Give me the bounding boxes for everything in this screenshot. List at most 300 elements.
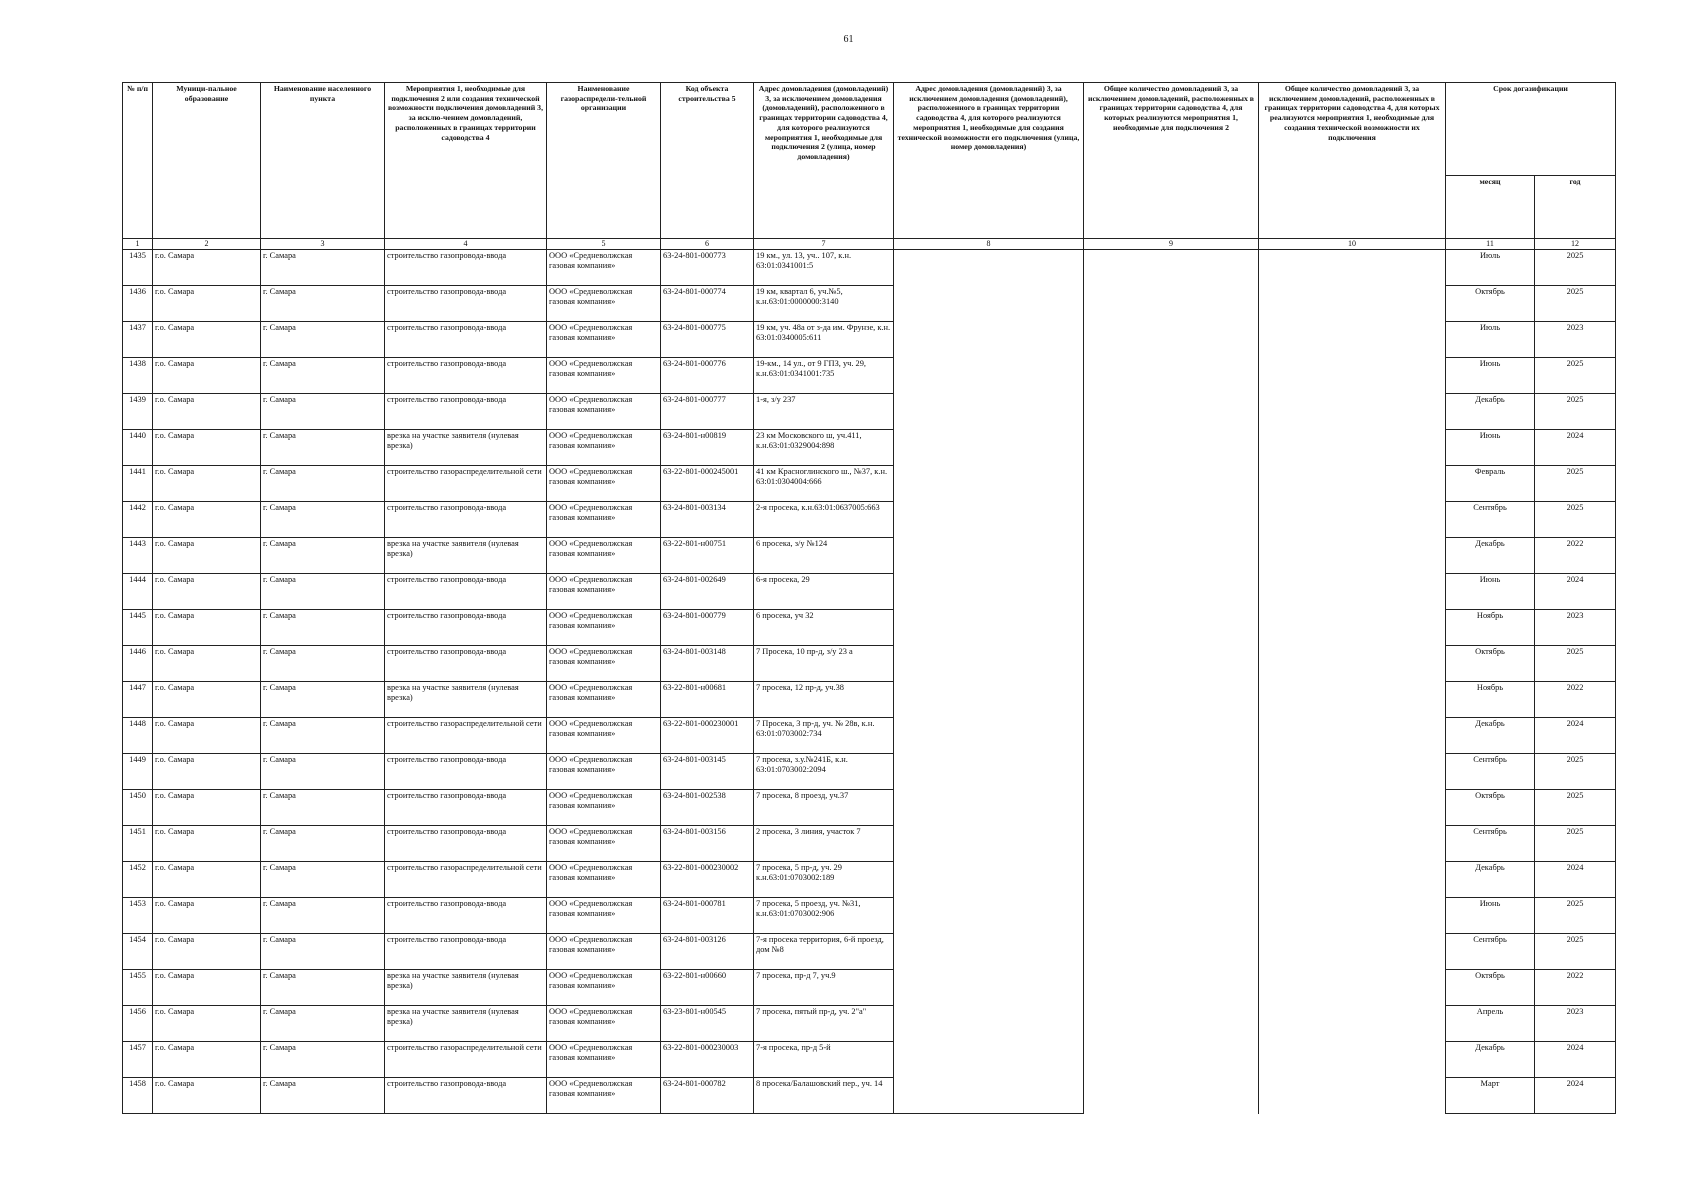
address-garden-cell — [894, 646, 1084, 682]
gdo-cell: ООО «Средневолжская газовая компания» — [547, 394, 661, 430]
month-cell: Июль — [1446, 322, 1535, 358]
gdo-cell: ООО «Средневолжская газовая компания» — [547, 538, 661, 574]
total-tech-cell — [1259, 1078, 1446, 1114]
settlement-cell: г. Самара — [261, 610, 385, 646]
total-tech-cell — [1259, 862, 1446, 898]
address-cell: 7 просека, 12 пр-д, уч.38 — [754, 682, 894, 718]
total-connect-cell — [1084, 934, 1259, 970]
total-tech-cell — [1259, 358, 1446, 394]
address-garden-cell — [894, 790, 1084, 826]
settlement-cell: г. Самара — [261, 358, 385, 394]
month-cell: Октябрь — [1446, 970, 1535, 1006]
table-row — [123, 502, 1616, 538]
address-cell: 1-я, з/у 237 — [754, 394, 894, 430]
municipality-cell: г.о. Самара — [153, 430, 261, 466]
row-number: 1455 — [123, 970, 153, 1006]
settlement-cell: г. Самара — [261, 790, 385, 826]
gdo-cell: ООО «Средневолжская газовая компания» — [547, 358, 661, 394]
address-garden-cell — [894, 538, 1084, 574]
month-cell: Июнь — [1446, 430, 1535, 466]
address-garden-cell — [894, 682, 1084, 718]
row-number: 1442 — [123, 502, 153, 538]
total-tech-cell — [1259, 502, 1446, 538]
header-gdo: Наименование газораспредели-тельной организации — [547, 83, 661, 239]
month-cell: Сентябрь — [1446, 502, 1535, 538]
month-cell: Июнь — [1446, 574, 1535, 610]
column-number: 10 — [1259, 239, 1446, 250]
address-cell: 19 км., ул. 13, уч.. 107, к.н. 63:01:0341001:5 — [754, 250, 894, 286]
month-cell: Октябрь — [1446, 646, 1535, 682]
object-code-cell: 63-22-801-н00751 — [661, 538, 754, 574]
address-garden-cell — [894, 1006, 1084, 1042]
header-address: Адрес домовладения (домовладений) 3, за исключением домовладения (домовладений), расположенного в границах территории садоводства 4, для которого реализуются мероприятия 1, необходимые для подключения 2 (улица, номер домовладения) — [754, 83, 894, 239]
month-cell: Декабрь — [1446, 394, 1535, 430]
total-connect-cell — [1084, 574, 1259, 610]
address-cell: 7 просека, пятый пр-д, уч. 2"а" — [754, 1006, 894, 1042]
table-row — [123, 646, 1616, 682]
measure-cell: врезка на участке заявителя (нулевая врезка) — [385, 682, 547, 718]
total-connect-cell — [1084, 790, 1259, 826]
address-cell: 6-я просека, 29 — [754, 574, 894, 610]
total-tech-cell — [1259, 1042, 1446, 1078]
total-tech-cell — [1259, 286, 1446, 322]
column-number: 7 — [754, 239, 894, 250]
total-tech-cell — [1259, 682, 1446, 718]
row-number: 1435 — [123, 250, 153, 286]
address-cell: 19 км, уч. 48а от з-да им. Фрунзе, к.н. 63:01:0340005:611 — [754, 322, 894, 358]
column-number: 4 — [385, 239, 547, 250]
year-cell: 2024 — [1535, 862, 1616, 898]
measure-cell: строительство газораспределительной сети — [385, 1042, 547, 1078]
address-garden-cell — [894, 358, 1084, 394]
table-row — [123, 826, 1616, 862]
object-code-cell: 63-24-801-002649 — [661, 574, 754, 610]
settlement-cell: г. Самара — [261, 1042, 385, 1078]
gdo-cell: ООО «Средневолжская газовая компания» — [547, 1078, 661, 1114]
row-number: 1443 — [123, 538, 153, 574]
year-cell: 2024 — [1535, 718, 1616, 754]
gdo-cell: ООО «Средневолжская газовая компания» — [547, 1042, 661, 1078]
year-cell: 2025 — [1535, 358, 1616, 394]
measure-cell: строительство газораспределительной сети — [385, 718, 547, 754]
settlement-cell: г. Самара — [261, 1078, 385, 1114]
settlement-cell: г. Самара — [261, 250, 385, 286]
table-row — [123, 358, 1616, 394]
measure-cell: строительство газопровода-ввода — [385, 646, 547, 682]
total-connect-cell — [1084, 1042, 1259, 1078]
total-tech-cell — [1259, 610, 1446, 646]
measure-cell: строительство газопровода-ввода — [385, 826, 547, 862]
measure-cell: строительство газопровода-ввода — [385, 574, 547, 610]
total-tech-cell — [1259, 934, 1446, 970]
column-number: 11 — [1446, 239, 1535, 250]
address-cell: 6 просека, уч 32 — [754, 610, 894, 646]
table-row — [123, 322, 1616, 358]
table-row — [123, 1006, 1616, 1042]
gdo-cell: ООО «Средневолжская газовая компания» — [547, 430, 661, 466]
measure-cell: врезка на участке заявителя (нулевая врезка) — [385, 538, 547, 574]
year-cell: 2025 — [1535, 826, 1616, 862]
month-cell: Июль — [1446, 250, 1535, 286]
address-cell: 7 просека, 5 проезд, уч. №31, к.н.63:01:0703002:906 — [754, 898, 894, 934]
settlement-cell: г. Самара — [261, 754, 385, 790]
page-number: 61 — [843, 34, 854, 45]
month-cell: Апрель — [1446, 1006, 1535, 1042]
year-cell: 2025 — [1535, 934, 1616, 970]
address-garden-cell — [894, 934, 1084, 970]
gdo-cell: ООО «Средневолжская газовая компания» — [547, 934, 661, 970]
address-garden-cell — [894, 754, 1084, 790]
settlement-cell: г. Самара — [261, 934, 385, 970]
year-cell: 2022 — [1535, 970, 1616, 1006]
municipality-cell: г.о. Самара — [153, 538, 261, 574]
gdo-cell: ООО «Средневолжская газовая компания» — [547, 718, 661, 754]
address-cell: 6 просека, з/у №124 — [754, 538, 894, 574]
year-cell: 2025 — [1535, 394, 1616, 430]
object-code-cell: 63-22-801-н00681 — [661, 682, 754, 718]
settlement-cell: г. Самара — [261, 1006, 385, 1042]
header-no: № п/п — [123, 83, 153, 239]
address-cell: 7 просека, 8 проезд, уч.37 — [754, 790, 894, 826]
row-number: 1452 — [123, 862, 153, 898]
settlement-cell: г. Самара — [261, 286, 385, 322]
table-row — [123, 970, 1616, 1006]
year-cell: 2025 — [1535, 898, 1616, 934]
total-connect-cell — [1084, 898, 1259, 934]
municipality-cell: г.о. Самара — [153, 286, 261, 322]
row-number: 1446 — [123, 646, 153, 682]
municipality-cell: г.о. Самара — [153, 898, 261, 934]
address-cell: 19 км, квартал 6, уч.№5, к.н.63:01:0000000:3140 — [754, 286, 894, 322]
gdo-cell: ООО «Средневолжская газовая компания» — [547, 286, 661, 322]
header-municipality: Муници-пальное образование — [153, 83, 261, 239]
object-code-cell: 63-24-801-003156 — [661, 826, 754, 862]
address-garden-cell — [894, 970, 1084, 1006]
measure-cell: строительство газораспределительной сети — [385, 466, 547, 502]
gdo-cell: ООО «Средневолжская газовая компания» — [547, 250, 661, 286]
settlement-cell: г. Самара — [261, 394, 385, 430]
header-total-tech: Общее количество домовладений 3, за исключением домовладений, расположенных в границах территории садоводства 4, для которых реализуются мероприятия 1, необходимые для создания технической возможности их подключения — [1259, 83, 1446, 239]
year-cell: 2022 — [1535, 538, 1616, 574]
table-row — [123, 250, 1616, 286]
municipality-cell: г.о. Самара — [153, 1042, 261, 1078]
table-row — [123, 862, 1616, 898]
object-code-cell: 63-22-801-000230002 — [661, 862, 754, 898]
address-cell: 7 просека, 5 пр-д, уч. 29 к.н.63:01:0703002:189 — [754, 862, 894, 898]
address-garden-cell — [894, 610, 1084, 646]
table-row — [123, 682, 1616, 718]
month-cell: Декабрь — [1446, 718, 1535, 754]
address-garden-cell — [894, 574, 1084, 610]
row-number: 1454 — [123, 934, 153, 970]
row-number: 1449 — [123, 754, 153, 790]
total-tech-cell — [1259, 574, 1446, 610]
month-cell: Июнь — [1446, 358, 1535, 394]
address-cell: 19-км., 14 ул., от 9 ГПЗ, уч. 29, к.н.63:01:0341001:735 — [754, 358, 894, 394]
year-cell: 2024 — [1535, 1042, 1616, 1078]
year-cell: 2022 — [1535, 682, 1616, 718]
total-connect-cell — [1084, 466, 1259, 502]
year-cell: 2025 — [1535, 466, 1616, 502]
gdo-cell: ООО «Средневолжская газовая компания» — [547, 610, 661, 646]
object-code-cell: 63-24-801-000774 — [661, 286, 754, 322]
table-row — [123, 574, 1616, 610]
row-number: 1439 — [123, 394, 153, 430]
table-row — [123, 430, 1616, 466]
settlement-cell: г. Самара — [261, 970, 385, 1006]
municipality-cell: г.о. Самара — [153, 610, 261, 646]
municipality-cell: г.о. Самара — [153, 574, 261, 610]
address-garden-cell — [894, 286, 1084, 322]
object-code-cell: 63-24-801-н00819 — [661, 430, 754, 466]
address-garden-cell — [894, 250, 1084, 286]
total-tech-cell — [1259, 754, 1446, 790]
measure-cell: строительство газопровода-ввода — [385, 502, 547, 538]
total-connect-cell — [1084, 502, 1259, 538]
total-connect-cell — [1084, 538, 1259, 574]
year-cell: 2025 — [1535, 286, 1616, 322]
object-code-cell: 63-23-801-н00545 — [661, 1006, 754, 1042]
address-cell: 7 просека, з.у.№241Б, к.н. 63:01:0703002:2094 — [754, 754, 894, 790]
row-number: 1440 — [123, 430, 153, 466]
row-number: 1445 — [123, 610, 153, 646]
address-garden-cell — [894, 718, 1084, 754]
table-row — [123, 394, 1616, 430]
measure-cell: врезка на участке заявителя (нулевая врезка) — [385, 970, 547, 1006]
object-code-cell: 63-24-801-000782 — [661, 1078, 754, 1114]
gdo-cell: ООО «Средневолжская газовая компания» — [547, 682, 661, 718]
table-row — [123, 898, 1616, 934]
municipality-cell: г.о. Самара — [153, 862, 261, 898]
settlement-cell: г. Самара — [261, 538, 385, 574]
address-cell: 7 просека, пр-д 7, уч.9 — [754, 970, 894, 1006]
address-garden-cell — [894, 466, 1084, 502]
year-cell: 2025 — [1535, 790, 1616, 826]
month-cell: Сентябрь — [1446, 754, 1535, 790]
address-cell: 7-я просека, пр-д 5-й — [754, 1042, 894, 1078]
year-cell: 2024 — [1535, 1078, 1616, 1114]
settlement-cell: г. Самара — [261, 826, 385, 862]
total-connect-cell — [1084, 682, 1259, 718]
measure-cell: строительство газораспределительной сети — [385, 862, 547, 898]
measure-cell: строительство газопровода-ввода — [385, 250, 547, 286]
object-code-cell: 63-24-801-003134 — [661, 502, 754, 538]
column-number: 12 — [1535, 239, 1616, 250]
total-connect-cell — [1084, 646, 1259, 682]
year-cell: 2024 — [1535, 430, 1616, 466]
measure-cell: строительство газопровода-ввода — [385, 610, 547, 646]
total-tech-cell — [1259, 538, 1446, 574]
column-number: 8 — [894, 239, 1084, 250]
address-garden-cell — [894, 862, 1084, 898]
measure-cell: строительство газопровода-ввода — [385, 394, 547, 430]
table-row — [123, 790, 1616, 826]
settlement-cell: г. Самара — [261, 502, 385, 538]
row-number: 1447 — [123, 682, 153, 718]
row-number: 1437 — [123, 322, 153, 358]
settlement-cell: г. Самара — [261, 862, 385, 898]
object-code-cell: 63-24-801-000781 — [661, 898, 754, 934]
total-tech-cell — [1259, 898, 1446, 934]
total-tech-cell — [1259, 970, 1446, 1006]
total-connect-cell — [1084, 322, 1259, 358]
municipality-cell: г.о. Самара — [153, 466, 261, 502]
row-number: 1457 — [123, 1042, 153, 1078]
gdo-cell: ООО «Средневолжская газовая компания» — [547, 466, 661, 502]
row-number: 1450 — [123, 790, 153, 826]
month-cell: Декабрь — [1446, 862, 1535, 898]
object-code-cell: 63-22-801-000230003 — [661, 1042, 754, 1078]
table-row — [123, 286, 1616, 322]
gdo-cell: ООО «Средневолжская газовая компания» — [547, 970, 661, 1006]
measure-cell: строительство газопровода-ввода — [385, 286, 547, 322]
gdo-cell: ООО «Средневолжская газовая компания» — [547, 790, 661, 826]
row-number: 1451 — [123, 826, 153, 862]
municipality-cell: г.о. Самара — [153, 934, 261, 970]
address-cell: 7 Просека, 3 пр-д, уч. № 28в, к.н. 63:01:0703002:734 — [754, 718, 894, 754]
month-cell: Сентябрь — [1446, 934, 1535, 970]
total-tech-cell — [1259, 322, 1446, 358]
table-row — [123, 610, 1616, 646]
year-cell: 2025 — [1535, 250, 1616, 286]
measure-cell: строительство газопровода-ввода — [385, 898, 547, 934]
year-cell: 2025 — [1535, 646, 1616, 682]
month-cell: Ноябрь — [1446, 682, 1535, 718]
year-cell: 2023 — [1535, 322, 1616, 358]
address-garden-cell — [894, 826, 1084, 862]
row-number: 1458 — [123, 1078, 153, 1114]
total-connect-cell — [1084, 754, 1259, 790]
municipality-cell: г.о. Самара — [153, 646, 261, 682]
row-number: 1448 — [123, 718, 153, 754]
address-cell: 7-я просека территория, 6-й проезд, дом №8 — [754, 934, 894, 970]
column-number: 2 — [153, 239, 261, 250]
municipality-cell: г.о. Самара — [153, 826, 261, 862]
settlement-cell: г. Самара — [261, 322, 385, 358]
address-garden-cell — [894, 322, 1084, 358]
year-cell: 2023 — [1535, 610, 1616, 646]
total-tech-cell — [1259, 466, 1446, 502]
column-number-row — [123, 239, 1616, 250]
total-connect-cell — [1084, 1006, 1259, 1042]
measure-cell: строительство газопровода-ввода — [385, 790, 547, 826]
total-connect-cell — [1084, 358, 1259, 394]
row-number: 1436 — [123, 286, 153, 322]
total-connect-cell — [1084, 610, 1259, 646]
municipality-cell: г.о. Самара — [153, 502, 261, 538]
table-row — [123, 754, 1616, 790]
total-connect-cell — [1084, 430, 1259, 466]
object-code-cell: 63-24-801-003126 — [661, 934, 754, 970]
settlement-cell: г. Самара — [261, 682, 385, 718]
month-cell: Ноябрь — [1446, 610, 1535, 646]
municipality-cell: г.о. Самара — [153, 790, 261, 826]
total-connect-cell — [1084, 826, 1259, 862]
object-code-cell: 63-22-801-000245001 — [661, 466, 754, 502]
municipality-cell: г.о. Самара — [153, 1078, 261, 1114]
municipality-cell: г.о. Самара — [153, 682, 261, 718]
row-number: 1453 — [123, 898, 153, 934]
municipality-cell: г.о. Самара — [153, 322, 261, 358]
table-body — [123, 250, 1616, 1114]
object-code-cell: 63-24-801-000775 — [661, 322, 754, 358]
month-cell: Октябрь — [1446, 286, 1535, 322]
settlement-cell: г. Самара — [261, 718, 385, 754]
object-code-cell: 63-24-801-003148 — [661, 646, 754, 682]
total-connect-cell — [1084, 862, 1259, 898]
address-garden-cell — [894, 1078, 1084, 1114]
settlement-cell: г. Самара — [261, 430, 385, 466]
object-code-cell: 63-24-801-003145 — [661, 754, 754, 790]
year-cell: 2023 — [1535, 1006, 1616, 1042]
column-number: 9 — [1084, 239, 1259, 250]
total-tech-cell — [1259, 1006, 1446, 1042]
address-cell: 8 просека/Балашовский пер., уч. 14 — [754, 1078, 894, 1114]
year-cell: 2025 — [1535, 502, 1616, 538]
measure-cell: строительство газопровода-ввода — [385, 754, 547, 790]
municipality-cell: г.о. Самара — [153, 250, 261, 286]
table-row — [123, 466, 1616, 502]
table-row — [123, 934, 1616, 970]
total-connect-cell — [1084, 970, 1259, 1006]
municipality-cell: г.о. Самара — [153, 358, 261, 394]
total-connect-cell — [1084, 394, 1259, 430]
row-number: 1441 — [123, 466, 153, 502]
table-row — [123, 538, 1616, 574]
total-tech-cell — [1259, 250, 1446, 286]
gdo-cell: ООО «Средневолжская газовая компания» — [547, 502, 661, 538]
address-garden-cell — [894, 502, 1084, 538]
settlement-cell: г. Самара — [261, 466, 385, 502]
settlement-cell: г. Самара — [261, 574, 385, 610]
total-connect-cell — [1084, 250, 1259, 286]
total-tech-cell — [1259, 430, 1446, 466]
month-cell: Декабрь — [1446, 538, 1535, 574]
object-code-cell: 63-22-801-н00660 — [661, 970, 754, 1006]
total-connect-cell — [1084, 286, 1259, 322]
header-object-code: Код объекта строительства 5 — [661, 83, 754, 239]
month-cell: Сентябрь — [1446, 826, 1535, 862]
object-code-cell: 63-24-801-002538 — [661, 790, 754, 826]
gdo-cell: ООО «Средневолжская газовая компания» — [547, 1006, 661, 1042]
column-number: 6 — [661, 239, 754, 250]
gasification-table — [122, 82, 1616, 1114]
measure-cell: врезка на участке заявителя (нулевая врезка) — [385, 430, 547, 466]
address-cell: 2 просека, 3 линия, участок 7 — [754, 826, 894, 862]
header-settlement: Наименование населенного пункта — [261, 83, 385, 239]
gdo-cell: ООО «Средневолжская газовая компания» — [547, 322, 661, 358]
object-code-cell: 63-24-801-000776 — [661, 358, 754, 394]
table-row — [123, 718, 1616, 754]
measure-cell: строительство газопровода-ввода — [385, 358, 547, 394]
column-number: 5 — [547, 239, 661, 250]
row-number: 1438 — [123, 358, 153, 394]
measure-cell: строительство газопровода-ввода — [385, 1078, 547, 1114]
measure-cell: строительство газопровода-ввода — [385, 322, 547, 358]
measure-cell: врезка на участке заявителя (нулевая врезка) — [385, 1006, 547, 1042]
month-cell: Декабрь — [1446, 1042, 1535, 1078]
municipality-cell: г.о. Самара — [153, 754, 261, 790]
address-garden-cell — [894, 394, 1084, 430]
gdo-cell: ООО «Средневолжская газовая компания» — [547, 862, 661, 898]
total-tech-cell — [1259, 394, 1446, 430]
total-connect-cell — [1084, 718, 1259, 754]
address-cell: 23 км Московского ш, уч.411, к.н.63:01:0329004:898 — [754, 430, 894, 466]
header-deadline: Срок догазификации — [1446, 83, 1616, 176]
header-year: год — [1535, 176, 1616, 239]
settlement-cell: г. Самара — [261, 646, 385, 682]
header-total-connect: Общее количество домовладений 3, за исключением домовладений, расположенных в границах территории садоводства 4, для которых реализуются мероприятия 1, необходимые для подключения 2 — [1084, 83, 1259, 239]
